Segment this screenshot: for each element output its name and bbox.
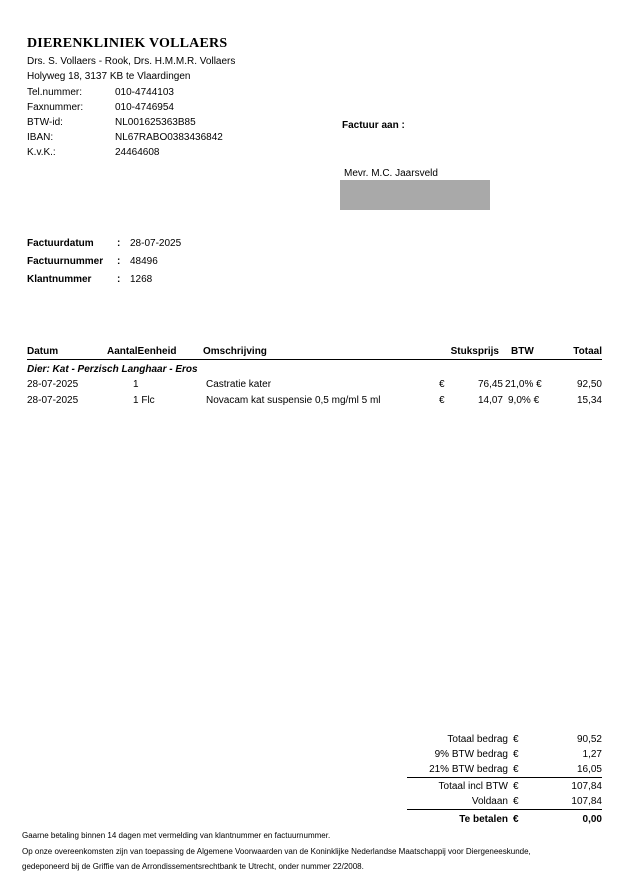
recipient-heading: Factuur aan :: [342, 120, 405, 131]
contact-value-btw: NL001625363B85: [115, 117, 196, 128]
terms-line-2: gedeponeerd bij de Griffie van de Arrondissementsrechtbank te Utrecht, onder nummer 22/2008.: [22, 862, 364, 871]
col-header-price: Stuksprijs: [450, 346, 499, 357]
row-desc: Castratie kater: [206, 379, 272, 390]
due-value: 0,00: [582, 814, 602, 825]
row-desc: Novacam kat suspensie 0,5 mg/ml 5 ml: [206, 395, 381, 406]
total-currency: €: [513, 734, 519, 745]
redacted-address-block: [340, 180, 490, 210]
vat21-value: 16,05: [576, 764, 602, 775]
row-qty: 1: [133, 379, 139, 390]
vat9-value: 1,27: [582, 749, 602, 760]
contact-label-tel: Tel.nummer:: [27, 87, 83, 98]
row-date: 28-07-2025: [27, 395, 79, 406]
incl-vat-label: Totaal incl BTW: [438, 781, 508, 792]
vat9-label: 9% BTW bedrag: [434, 749, 508, 760]
due-currency: €: [513, 814, 519, 825]
meta-sep-number: :: [117, 256, 121, 267]
animal-line: Dier: Kat - Perzisch Langhaar - Eros: [27, 364, 198, 375]
contact-value-tel: 010-4744103: [115, 87, 174, 98]
vat21-label: 21% BTW bedrag: [429, 764, 508, 775]
contact-label-btw: BTW-id:: [27, 117, 63, 128]
meta-value-customer: 1268: [130, 274, 153, 285]
incl-vat-currency: €: [513, 781, 519, 792]
contact-label-fax: Faxnummer:: [27, 102, 84, 113]
contact-label-kvk: K.v.K.:: [27, 147, 56, 158]
paid-label: Voldaan: [471, 796, 508, 807]
vat9-currency: €: [513, 749, 519, 760]
contact-label-iban: IBAN:: [27, 132, 54, 143]
total-label: Totaal bedrag: [447, 734, 508, 745]
meta-value-number: 48496: [130, 256, 158, 267]
col-header-qty: AantalEenheid: [107, 346, 177, 357]
due-label: Te betalen: [459, 814, 508, 825]
col-header-vat: BTW: [511, 346, 534, 357]
row-price: 76,45: [477, 379, 503, 390]
row-vat: 21,0% €: [505, 379, 542, 390]
row-total: 15,34: [576, 395, 602, 406]
terms-line: Op onze overeenkomsten zijn van toepassing de Algemene Voorwaarden van de Koninklijke Nederlandse Maatschappij voor Diergeneeskunde,: [22, 847, 531, 856]
paid-value: 107,84: [571, 796, 602, 807]
vat21-currency: €: [513, 764, 519, 775]
paid-currency: €: [513, 796, 519, 807]
clinic-vets: Drs. S. Vollaers - Rook, Drs. H.M.M.R. Vollaers: [27, 56, 236, 67]
meta-sep-customer: :: [117, 274, 121, 285]
contact-value-iban: NL67RABO0383436842: [115, 132, 223, 143]
table-header-rule: [27, 359, 602, 360]
clinic-name: DIERENKLINIEK VOLLAERS: [27, 36, 228, 51]
row-date: 28-07-2025: [27, 379, 79, 390]
contact-value-fax: 010-4746954: [115, 102, 174, 113]
row-qty: 1 Flc: [133, 395, 155, 406]
subtotal-rule: [407, 777, 602, 778]
meta-value-date: 28-07-2025: [130, 238, 182, 249]
meta-label-number: Factuurnummer: [27, 256, 104, 267]
paid-rule: [407, 809, 602, 810]
recipient-name: Mevr. M.C. Jaarsveld: [344, 168, 438, 179]
payment-note: Gaarne betaling binnen 14 dagen met vermelding van klantnummer en factuurnummer.: [22, 831, 331, 840]
clinic-address: Holyweg 18, 3137 KB te Vlaardingen: [27, 71, 191, 82]
row-currency: €: [439, 379, 445, 390]
col-header-total: Totaal: [573, 346, 602, 357]
row-vat: 9,0% €: [508, 395, 540, 406]
col-header-date: Datum: [27, 346, 59, 357]
row-total: 92,50: [576, 379, 602, 390]
meta-sep-date: :: [117, 238, 121, 249]
incl-vat-value: 107,84: [571, 781, 602, 792]
meta-label-customer: Klantnummer: [27, 274, 92, 285]
row-currency: €: [439, 395, 445, 406]
contact-value-kvk: 24464608: [115, 147, 160, 158]
row-price: 14,07: [477, 395, 503, 406]
col-header-desc: Omschrijving: [203, 346, 267, 357]
meta-label-date: Factuurdatum: [27, 238, 94, 249]
total-value: 90,52: [576, 734, 602, 745]
